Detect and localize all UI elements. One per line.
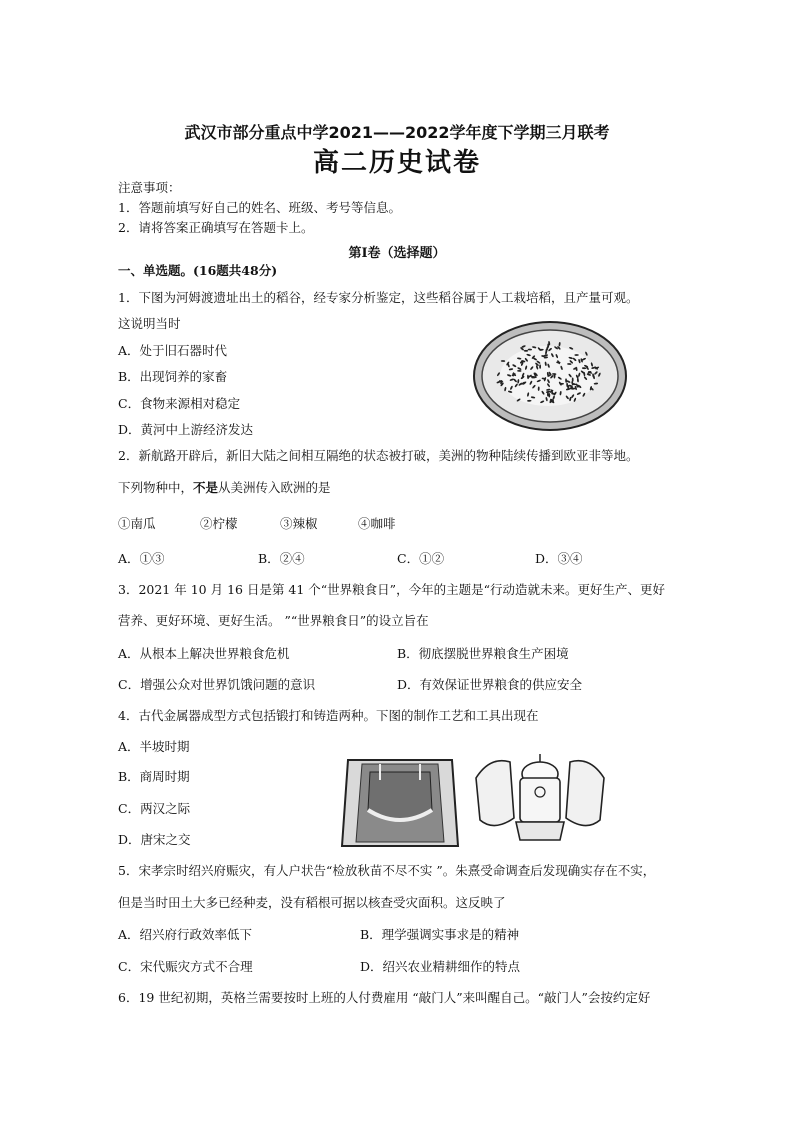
q5-option: C．宋代赈灾方式不合理 — [118, 959, 253, 974]
q3-option: C．增强公众对世界饥饿问题的意识 — [118, 677, 316, 692]
q4-stem: 4．古代金属器成型方式包括锻打和铸造两种。下图的制作工艺和工具出现在 — [118, 708, 539, 723]
q2-item: ③辣椒 — [280, 516, 318, 531]
q2-item: ④咖啡 — [358, 516, 396, 531]
notice-item: 2．请将答案正确填写在答题卡上。 — [118, 220, 314, 235]
q2-stem-emphasis: 不是 — [193, 480, 219, 495]
q2-stem — [118, 480, 331, 496]
q2-stem-suffix: 从美洲传入欧洲的是 — [218, 480, 331, 495]
q3-stem: 营养、更好环境、更好生活。 ”“世界粮食日”的设立旨在 — [118, 613, 429, 628]
q5-option: A．绍兴府行政效率低下 — [118, 927, 253, 942]
bronze-vessel-mold-figure — [470, 748, 610, 848]
rice-grain-figure — [470, 318, 630, 434]
q1-option: A．处于旧石器时代 — [118, 343, 228, 358]
q4-option: D．唐宋之交 — [118, 832, 191, 847]
q4-option: B．商周时期 — [118, 769, 190, 784]
notice-heading: 注意事项： — [118, 180, 181, 195]
casting-mold-figure — [340, 750, 460, 850]
q2-stem: 2．新航路开辟后，新旧大陆之间相互隔绝的状态被打破，美洲的物种陆续传播到欧亚非等地。 — [118, 448, 639, 463]
q1-stem: 这说明当时 — [118, 316, 181, 331]
q3-option: A．从根本上解决世界粮食危机 — [118, 646, 290, 661]
q5-option: D．绍兴农业精耕细作的特点 — [360, 959, 521, 974]
q2-item: ②柠檬 — [200, 516, 238, 531]
q2-option: C．①② — [397, 551, 445, 566]
q1-option: D．黄河中上游经济发达 — [118, 422, 254, 437]
notice-item: 1．答题前填写好自己的姓名、班级、考号等信息。 — [118, 200, 401, 215]
q5-stem: 5．宋孝宗时绍兴府赈灾，有人户状告“检放秋苗不尽不实 ”。朱熹受命调查后发现确实存在不实， — [118, 863, 656, 878]
part-title: 第Ⅰ卷（选择题） — [348, 246, 446, 261]
q2-option: A．①③ — [118, 551, 165, 566]
q6-stem: 6．19 世纪初期，英格兰需要按时上班的人付费雇用 “敲门人”来叫醒自己。“敲门人”会按约定好 — [118, 990, 651, 1005]
q2-option: B．②④ — [258, 551, 305, 566]
q1-stem: 1．下图为河姆渡遗址出土的稻谷，经专家分析鉴定，这些稻谷属于人工栽培稻，且产量可观。 — [118, 290, 639, 305]
q5-option: B．理学强调实事求是的精神 — [360, 927, 520, 942]
q2-stem-prefix: 下列物种中， — [118, 480, 194, 495]
section-title: 一、单选题。(16题共48分) — [118, 263, 278, 278]
exam-subtitle: 高二历史试卷 — [312, 148, 481, 178]
q3-option: D．有效保证世界粮食的供应安全 — [397, 677, 583, 692]
q1-option: C．食物来源相对稳定 — [118, 396, 241, 411]
exam-title: 武汉市部分重点中学2021——2022学年度下学期三月联考 — [184, 123, 610, 142]
q3-stem: 3．2021 年 10 月 16 日是第 41 个“世界粮食日”，今年的主题是“行动造就未来。更好生产、更好 — [118, 582, 665, 597]
q2-option: D．③④ — [535, 551, 583, 566]
q1-option: B．出现饲养的家畜 — [118, 369, 228, 384]
q5-stem: 但是当时田土大多已经种麦，没有稻根可据以核查受灾面积。这反映了 — [118, 895, 506, 910]
q4-option: A．半坡时期 — [118, 739, 190, 754]
q3-option: B．彻底摆脱世界粮食生产困境 — [397, 646, 569, 661]
q2-item: ①南瓜 — [118, 516, 156, 531]
q4-option: C．两汉之际 — [118, 801, 191, 816]
